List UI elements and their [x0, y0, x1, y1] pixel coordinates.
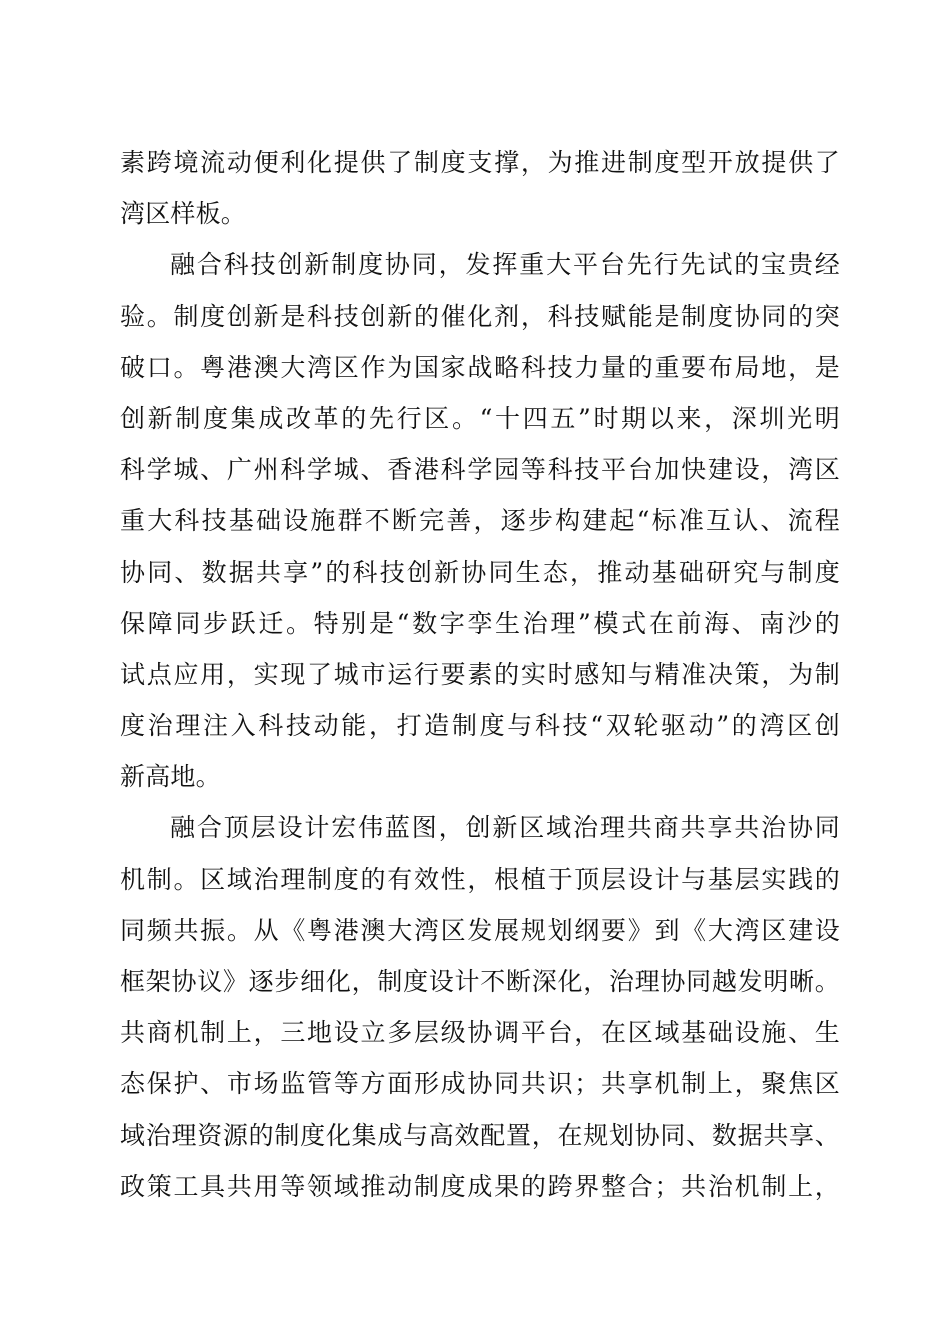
text-line: 机制。区域治理制度的有效性，根植于顶层设计与基层实践的 — [120, 864, 840, 894]
text-line: 度治理注入科技动能，打造制度与科技“双轮驱动”的湾区创 — [120, 711, 840, 741]
text-line: 新高地。 — [120, 762, 221, 792]
paragraph-start-line: 融合顶层设计宏伟蓝图，创新区域治理共商共享共治协同 — [170, 813, 840, 843]
paragraph-start-line: 融合科技创新制度协同，发挥重大平台先行先试的宝贵经 — [170, 250, 840, 280]
text-line: 验。制度创新是科技创新的催化剂，科技赋能是制度协同的突 — [120, 301, 840, 331]
text-line: 创新制度集成改革的先行区。“十四五”时期以来，深圳光明 — [120, 403, 840, 433]
body-text — [120, 137, 840, 1212]
text-line: 保障同步跃迁。特别是“数字孪生治理”模式在前海、南沙的 — [120, 608, 840, 638]
text-line: 协同、数据共享”的科技创新协同生态，推动基础研究与制度 — [120, 557, 840, 587]
text-line: 科学城、广州科学城、香港科学园等科技平台加快建设，湾区 — [120, 455, 840, 485]
text-line: 态保护、市场监管等方面形成协同共识；共享机制上，聚焦区 — [120, 1069, 840, 1099]
text-line: 共商机制上，三地设立多层级协调平台，在区域基础设施、生 — [120, 1018, 840, 1048]
text-line: 政策工具共用等领域推动制度成果的跨界整合；共治机制上， — [120, 1171, 840, 1201]
text-line: 域治理资源的制度化集成与高效配置，在规划协同、数据共享、 — [120, 1120, 840, 1150]
text-line: 同频共振。从《粤港澳大湾区发展规划纲要》到《大湾区建设 — [120, 915, 840, 945]
text-line: 湾区样板。 — [120, 199, 247, 229]
text-line: 破口。粤港澳大湾区作为国家战略科技力量的重要布局地，是 — [120, 352, 840, 382]
text-line: 重大科技基础设施群不断完善，逐步构建起“标准互认、流程 — [120, 506, 840, 536]
text-line: 素跨境流动便利化提供了制度支撑，为推进制度型开放提供了 — [120, 148, 840, 177]
text-line: 试点应用，实现了城市运行要素的实时感知与精准决策，为制 — [120, 659, 840, 689]
text-line: 框架协议》逐步细化，制度设计不断深化，治理协同越发明晰。 — [120, 967, 840, 996]
